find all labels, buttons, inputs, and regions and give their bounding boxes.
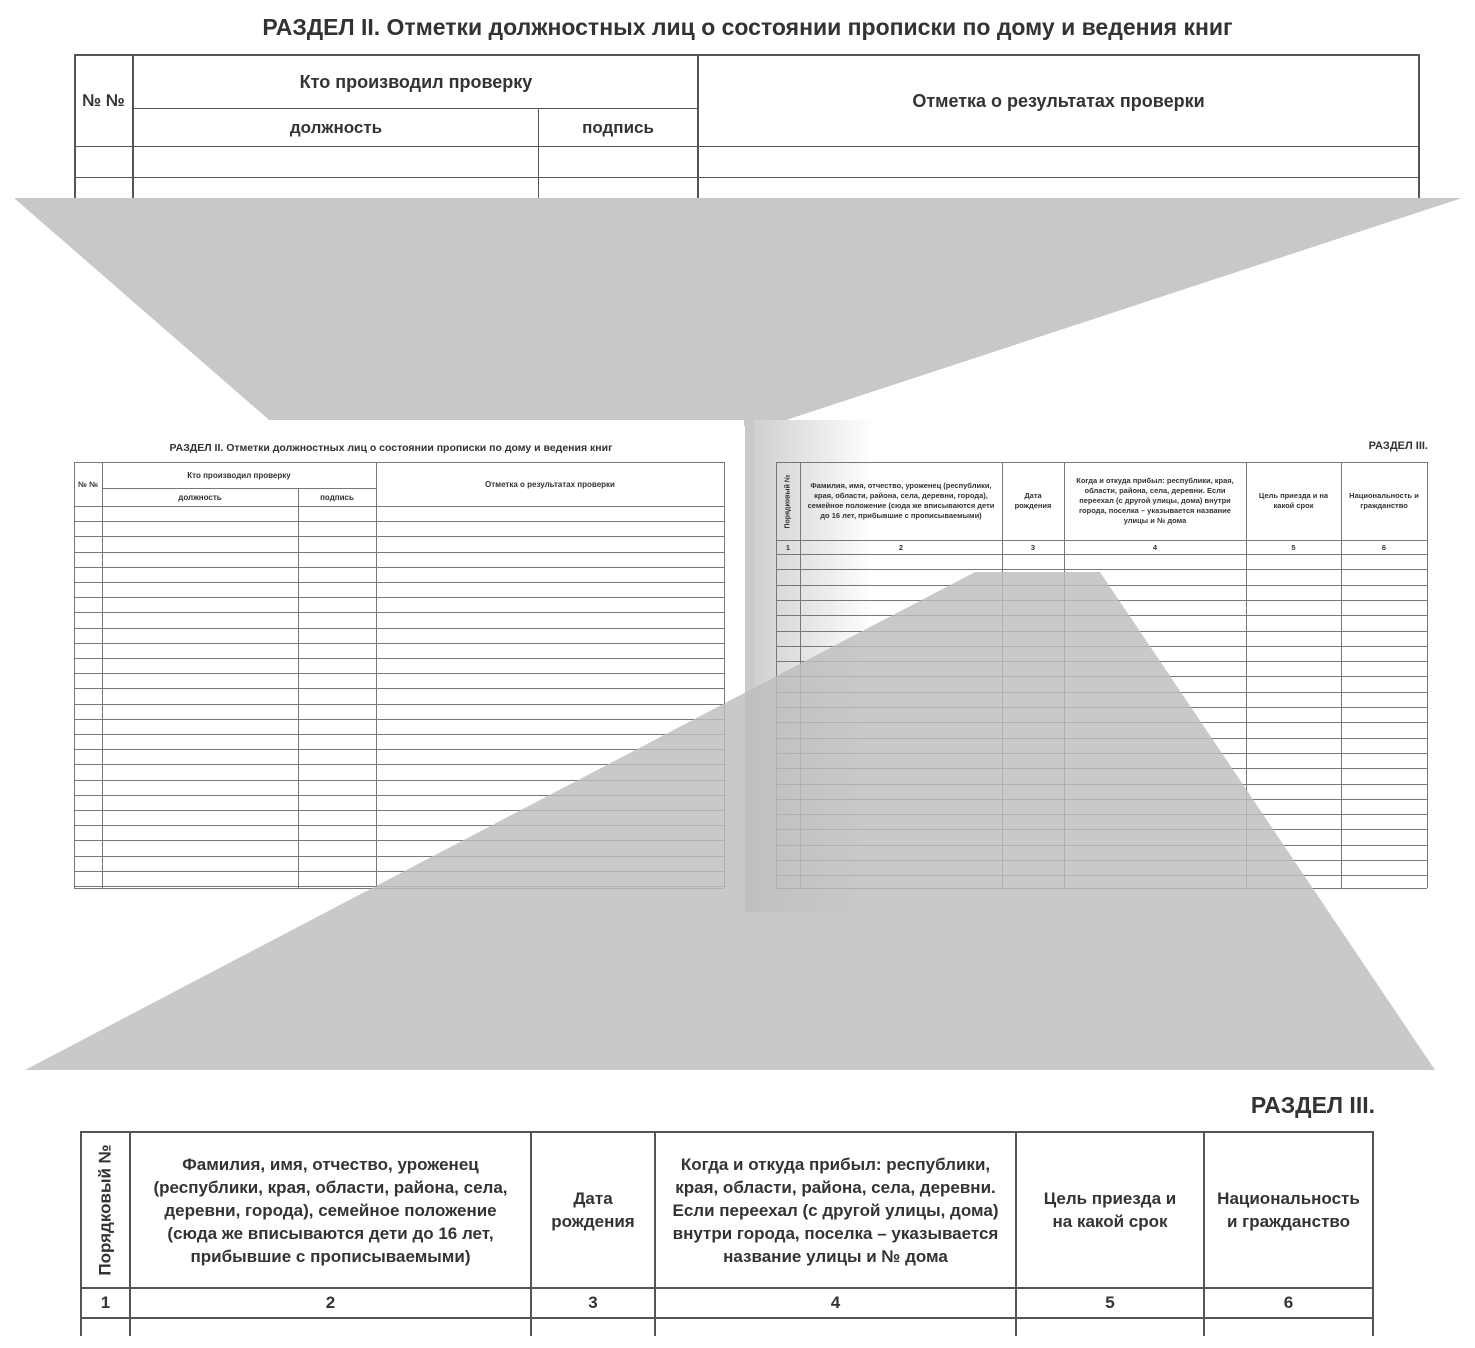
book-left-col-signature: подпись: [320, 492, 354, 502]
bottom-col1: Порядковый №: [95, 1144, 115, 1276]
book-right-col-number: 2: [898, 542, 904, 552]
bottom-col-number: 6: [1283, 1293, 1294, 1312]
top-col-position: должность: [289, 118, 383, 137]
book-right-title: РАЗДЕЛ III.: [1368, 440, 1428, 452]
bottom-col-number: 1: [100, 1293, 111, 1312]
book-right-col-number: 1: [785, 542, 791, 552]
book-left-title: РАЗДЕЛ II. Отметки должностных лиц о состоянии прописки по дому и ведения книг: [169, 442, 613, 454]
book-left-col-num: № №: [77, 479, 99, 489]
top-section-title: РАЗДЕЛ II. Отметки должностных лиц о состоянии прописки по дому и ведения книг: [262, 13, 1233, 40]
book-right-col1: Порядковый №: [784, 473, 792, 529]
bottom-col-number: 4: [830, 1293, 841, 1312]
bottom-col4: Когда и откуда прибыл: республики, края, области, района, села, деревни. Если переехал (с другой улицы, дома) внутри города, поселка – указывается название улицы и № дома: [672, 1154, 999, 1266]
bottom-col6: Национальность и гражданство: [1217, 1189, 1360, 1231]
book-right-col-number: 3: [1030, 542, 1036, 552]
bottom-col3: Дата рождения: [551, 1189, 635, 1231]
book-right-col2: Фамилия, имя, отчество, уроженец (республики, края, области, района, села, деревни, города), семейное положение (сюда же вписываются дети до 16 лет, прибывшие с прописываемыми): [807, 481, 995, 520]
book-right-col-number: 5: [1291, 542, 1296, 552]
top-col-signature: подпись: [582, 118, 654, 137]
bottom-section-title: РАЗДЕЛ III.: [1250, 1092, 1375, 1118]
bottom-col-number: 3: [588, 1293, 598, 1312]
book-right-col3: Дата рождения: [1014, 491, 1052, 510]
book-left-col-who: Кто производил проверку: [187, 470, 291, 480]
book-right-col6: Национальность и гражданство: [1349, 491, 1419, 510]
zoom-shape-bottom: [25, 572, 1435, 1070]
book-right-col-number: 6: [1381, 542, 1387, 552]
bottom-col5: Цель приезда и на какой срок: [1043, 1189, 1177, 1231]
bottom-col2: Фамилия, имя, отчество, уроженец (республики, края, области, района, села, деревни, города), семейное положение (сюда же вписываются дети до 16 лет, прибывшие с прописываемыми): [153, 1154, 508, 1266]
top-col-who: Кто производил проверку: [299, 71, 533, 92]
top-col-result: Отметка о результатах проверки: [912, 90, 1205, 111]
book-right-col5: Цель приезда и на какой срок: [1258, 491, 1329, 510]
top-col-num: № №: [82, 91, 125, 110]
book-right-col4: Когда и откуда прибыл: республики, края, области, района, села, деревни. Если переехал (с другой улицы, дома) внутри города, поселка – указывается название улицы и № дома: [1076, 476, 1234, 525]
bottom-col-number: 5: [1105, 1293, 1115, 1312]
bottom-col-number: 2: [325, 1293, 336, 1312]
book-left-col-result: Отметка о результатах проверки: [485, 479, 615, 489]
book-left-col-position: должность: [178, 492, 222, 502]
book-right-col-number: 4: [1152, 542, 1158, 552]
